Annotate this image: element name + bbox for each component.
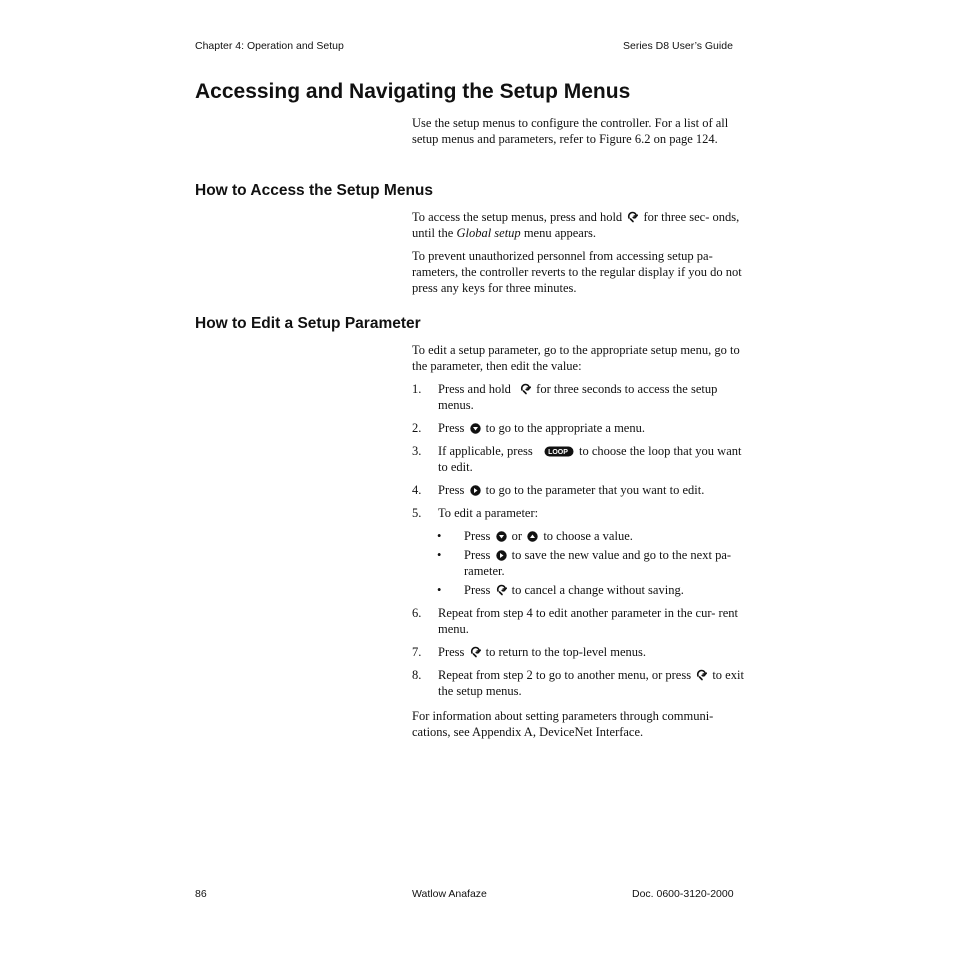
- edit-section: [412, 342, 746, 740]
- page-title: Accessing and Navigating the Setup Menus: [195, 80, 631, 103]
- edit-outro: For information about setting parameters through communi- cations, see Appendix A, DeviceNet Interface.: [412, 709, 714, 739]
- footer-company: Watlow Anafaze: [412, 888, 487, 900]
- infinity-key-icon: [496, 584, 507, 596]
- bullet-save-value: • Press to save the new value and go to the next pa- rameter.: [437, 548, 732, 578]
- loop-key-icon: [544, 446, 574, 457]
- header-chapter: Chapter 4: Operation and Setup: [195, 40, 344, 52]
- step-6: 6. Repeat from step 4 to edit another parameter in the cur- rent menu.: [412, 606, 738, 636]
- access-section: [412, 209, 746, 296]
- down-arrow-key-icon: [496, 531, 507, 542]
- loop-key-label: LOOP: [547, 449, 568, 457]
- step-4: 4. Press to go to the parameter that you want to edit.: [412, 483, 705, 497]
- infinity-key-icon: [520, 383, 531, 395]
- step-7: 7. Press to return to the top-level menus.: [412, 645, 647, 659]
- global-setup-term: Global setup: [456, 226, 521, 240]
- infinity-key-icon: [470, 646, 481, 658]
- section-heading-access: How to Access the Setup Menus: [195, 182, 433, 199]
- access-paragraph-2: To prevent unauthorized personnel from accessing setup pa- rameters, the controller reverts to the regular display if you do not press any keys for three minutes.: [412, 249, 742, 295]
- step-1: 1. Press and hold for three seconds to access the setup menus.: [412, 382, 718, 412]
- bullet-choose-value: • Press or to choose a value.: [437, 529, 633, 543]
- step-2: 2. Press to go to the appropriate a menu.: [412, 421, 645, 435]
- step-5: 5. To edit a parameter:: [412, 506, 539, 520]
- access-paragraph-1: To access the setup menus, press and hold for three sec- onds, until the Global setup menu appears.: [412, 210, 740, 240]
- intro-text: Use the setup menus to configure the controller. For a list of all setup menus and parameters, refer to Figure 6.2 on page 124.: [412, 116, 729, 146]
- header-guide: Series D8 User’s Guide: [623, 40, 733, 52]
- step-3: 3. If applicable, press LOOP to choose the loop that you want to edit.: [412, 444, 742, 474]
- intro-paragraph: [412, 115, 746, 147]
- right-arrow-key-icon: [496, 550, 507, 561]
- footer-doc-number: Doc. 0600-3120-2000: [632, 888, 734, 900]
- right-arrow-key-icon: [470, 485, 481, 496]
- infinity-key-icon: [627, 211, 638, 223]
- step-8: 8. Repeat from step 2 to go to another menu, or press to exit the setup menus.: [412, 668, 744, 698]
- edit-intro: To edit a setup parameter, go to the appropriate setup menu, go to the parameter, then edit the value:: [412, 343, 740, 373]
- bullet-cancel-change: • Press to cancel a change without saving.: [437, 583, 684, 597]
- down-arrow-key-icon: [470, 423, 481, 434]
- infinity-key-icon: [696, 669, 707, 681]
- section-heading-edit: How to Edit a Setup Parameter: [195, 315, 421, 332]
- footer-page-number: 86: [195, 888, 207, 900]
- up-arrow-key-icon: [527, 531, 538, 542]
